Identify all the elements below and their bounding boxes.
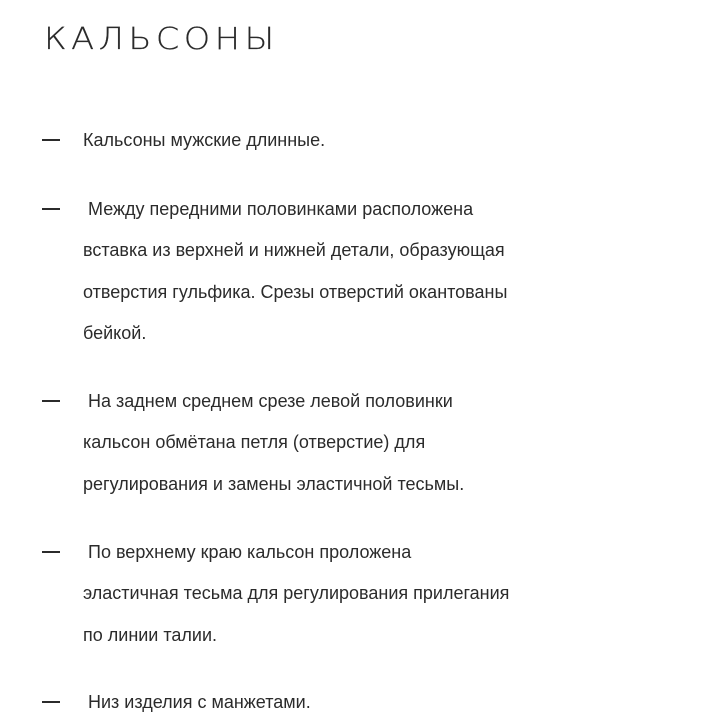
item-line: отверстия гульфика. Срезы отверстий окантованы [83,282,508,302]
item-line: По верхнему краю кальсон проложена [88,542,412,562]
dash-bullet-icon [42,400,60,402]
item-line: по линии талии. [83,625,218,645]
item-line: Низ изделия с манжетами. [88,692,311,712]
item-line: На заднем среднем срезе левой половинки [88,391,453,411]
dash-bullet-icon [42,208,60,210]
item-line: регулирования и замены эластичной тесьмы. [83,474,465,494]
item-line: бейкой. [83,323,147,343]
item-line: Кальсоны мужские длинные. [83,130,326,150]
item-line: эластичная тесьма для регулирования прилегания [83,583,510,603]
dash-bullet-icon [42,139,60,141]
item-line: Между передними половинками расположена [88,199,474,219]
page-title: КАЛЬСОНЫ [44,22,279,57]
item-line: вставка из верхней и нижней детали, образующая [83,240,505,260]
item-line: кальсон обмётана петля (отверстие) для [83,432,426,452]
dash-bullet-icon [42,551,60,553]
dash-bullet-icon [42,701,60,703]
